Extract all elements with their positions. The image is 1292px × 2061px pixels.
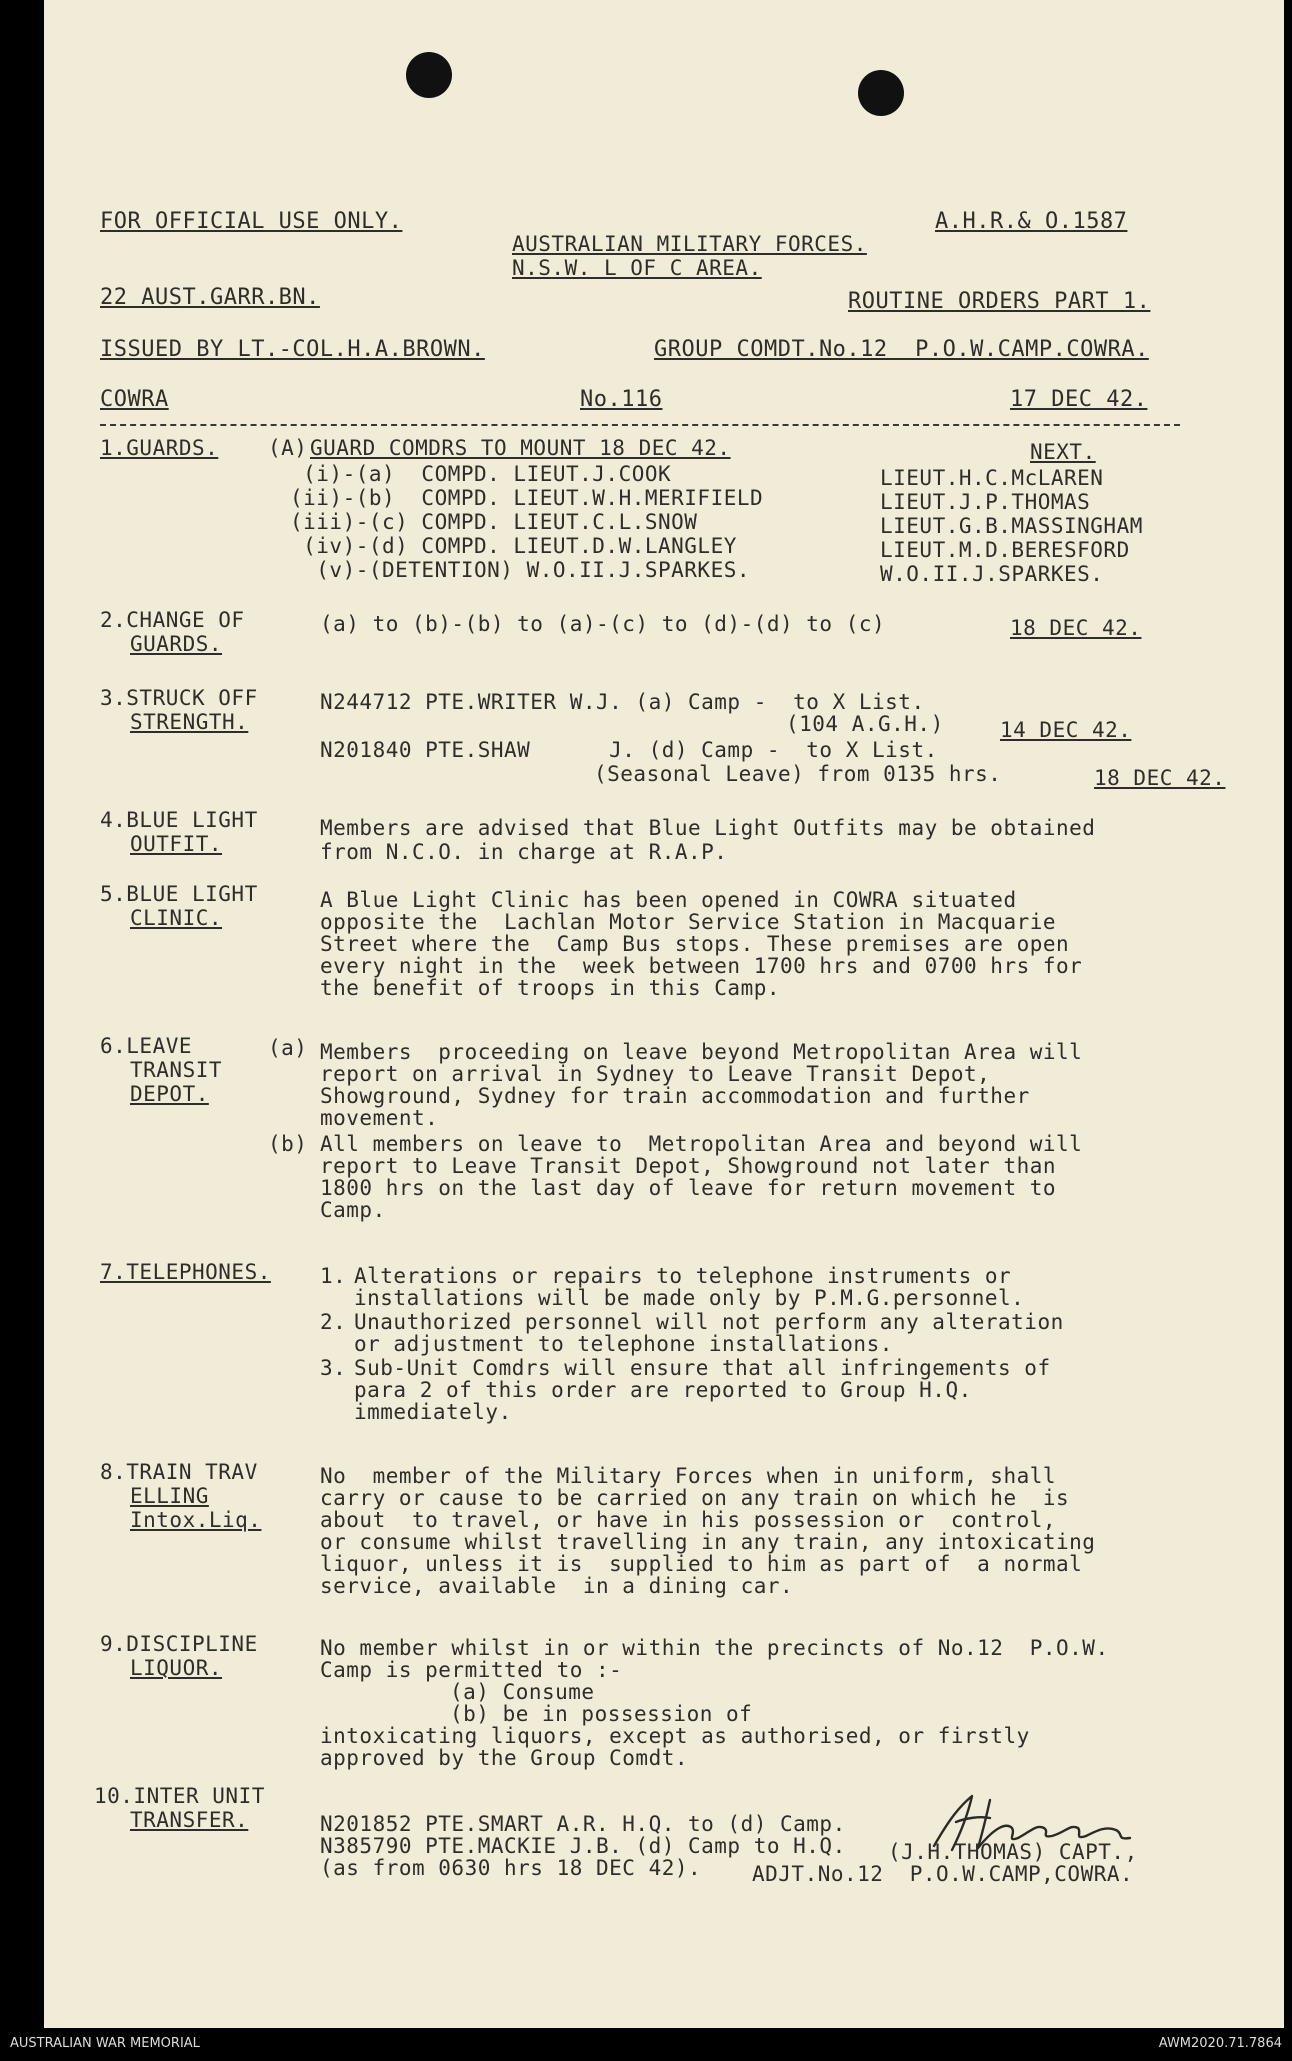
phones-line: or adjustment to telephone installations.: [354, 1332, 893, 1356]
issued-by: ISSUED BY LT.-COL.H.A.BROWN.: [100, 337, 485, 362]
leave-line: report on arrival in Sydney to Leave Transit Depot,: [320, 1062, 991, 1086]
header-rule: [100, 424, 1180, 426]
forces-title: AUSTRALIAN MILITARY FORCES.: [512, 232, 867, 256]
train-line: liquor, unless it is supplied to him as part of a normal: [320, 1552, 1083, 1576]
official-use-heading: FOR OFFICIAL USE ONLY.: [100, 209, 403, 234]
train-line: or consume whilst travelling in any train, any intoxicating: [320, 1530, 1096, 1554]
change-text: (a) to (b)-(b) to (a)-(c) to (d)-(d) to (c): [320, 612, 886, 636]
item-title: 2.CHANGE OF: [100, 608, 245, 632]
item-title: ELLING: [130, 1484, 209, 1508]
item-title: 5.BLUE LIGHT: [100, 882, 258, 906]
handwritten-signature: [920, 1788, 1140, 1858]
struck-date: 18 DEC 42.: [1094, 766, 1226, 790]
item-title: TRANSFER.: [130, 1808, 249, 1832]
guard-row: (i)-(a) COMPD. LIEUT.J.COOK: [290, 462, 672, 486]
subsection-label: (a): [268, 1036, 308, 1060]
para-number: 1.: [320, 1264, 347, 1288]
item-title: GUARDS.: [130, 632, 223, 656]
order-number: No.116: [580, 387, 663, 412]
discipline-line: (a) Consume: [450, 1680, 595, 1704]
subsection-label: (A): [268, 436, 308, 460]
subsection-label: (b): [268, 1132, 308, 1156]
guard-row: (ii)-(b) COMPD. LIEUT.W.H.MERIFIELD: [290, 486, 764, 510]
phones-line: Alterations or repairs to telephone instruments or: [354, 1264, 1012, 1288]
leave-line: Showground, Sydney for train accommodation and further: [320, 1084, 1030, 1108]
battalion: 22 AUST.GARR.BN.: [100, 285, 320, 310]
para-number: 3.: [320, 1356, 347, 1380]
routine-orders: ROUTINE ORDERS PART 1.: [848, 289, 1151, 314]
outfit-line: from N.C.O. in charge at R.A.P.: [320, 840, 728, 864]
struck-date: 14 DEC 42.: [1000, 718, 1132, 742]
item-title: 4.BLUE LIGHT: [100, 808, 258, 832]
item-title: 8.TRAIN TRAV: [100, 1460, 258, 1484]
item-title: TRANSIT: [130, 1058, 223, 1082]
group-commandant: GROUP COMDT.No.12 P.O.W.CAMP.COWRA.: [654, 337, 1149, 362]
transfer-line: (as from 0630 hrs 18 DEC 42).: [320, 1856, 702, 1880]
train-line: carry or cause to be carried on any train on which he is: [320, 1486, 1070, 1510]
clinic-line: the benefit of troops in this Camp.: [320, 976, 781, 1000]
leave-line: All members on leave to Metropolitan Area and beyond will: [320, 1132, 1083, 1156]
phones-line: Sub-Unit Comdrs will ensure that all infringements of: [354, 1356, 1051, 1380]
item-title: 3.STRUCK OFF: [100, 686, 258, 710]
footer-reference: AWM2020.71.7864: [1158, 2036, 1282, 2051]
guard-row: (iii)-(c) COMPD. LIEUT.C.L.SNOW: [290, 510, 698, 534]
discipline-line: intoxicating liquors, except as authorised, or firstly: [320, 1724, 1030, 1748]
item-title: 6.LEAVE: [100, 1034, 193, 1058]
guard-row-next: LIEUT.G.B.MASSINGHAM: [880, 514, 1143, 538]
phones-line: immediately.: [354, 1400, 512, 1424]
guard-row-next: LIEUT.J.P.THOMAS: [880, 490, 1091, 514]
phones-line: installations will be made only by P.M.G.personnel.: [354, 1286, 1025, 1310]
punch-hole: [406, 52, 452, 98]
guard-row: (iv)-(d) COMPD. LIEUT.D.W.LANGLEY: [290, 534, 737, 558]
next-heading: NEXT.: [1030, 440, 1096, 464]
clinic-line: Street where the Camp Bus stops. These premises are open: [320, 932, 1070, 956]
discipline-line: approved by the Group Comdt.: [320, 1746, 689, 1770]
clinic-line: every night in the week between 1700 hrs and 0700 hrs for: [320, 954, 1083, 978]
discipline-line: Camp is permitted to :-: [320, 1658, 623, 1682]
para-number: 2.: [320, 1310, 347, 1334]
train-line: No member of the Military Forces when in uniform, shall: [320, 1464, 1057, 1488]
struck-line: (Seasonal Leave) from 0135 hrs.: [594, 762, 1002, 786]
struck-line: N201840 PTE.SHAW J. (d) Camp - to X List.: [320, 738, 938, 762]
item-title: DEPOT.: [130, 1082, 209, 1106]
transfer-line: N201852 PTE.SMART A.R. H.Q. to (d) Camp.: [320, 1812, 846, 1836]
area-title: N.S.W. L OF C AREA.: [512, 256, 762, 280]
item-title: 7.TELEPHONES.: [100, 1260, 271, 1284]
punch-hole: [858, 70, 904, 116]
guard-heading: GUARD COMDRS TO MOUNT 18 DEC 42.: [310, 436, 731, 460]
outfit-line: Members are advised that Blue Light Outfits may be obtained: [320, 816, 1096, 840]
struck-line: N244712 PTE.WRITER W.J. (a) Camp - to X List.: [320, 690, 925, 714]
order-date: 17 DEC 42.: [1010, 387, 1148, 412]
transfer-line: N385790 PTE.MACKIE J.B. (d) Camp to H.Q.: [320, 1834, 846, 1858]
item-title: CLINIC.: [130, 906, 223, 930]
discipline-line: (b) be in possession of: [450, 1702, 753, 1726]
leave-line: 1800 hrs on the last day of leave for return movement to: [320, 1176, 1057, 1200]
item-title: 1.GUARDS.: [100, 436, 219, 460]
item-title: STRENGTH.: [130, 710, 249, 734]
leave-line: report to Leave Transit Depot, Showground not later than: [320, 1154, 1057, 1178]
reference-number: A.H.R.& O.1587: [935, 209, 1128, 234]
clinic-line: A Blue Light Clinic has been opened in COWRA situated: [320, 888, 1017, 912]
leave-line: Camp.: [320, 1198, 386, 1222]
guard-row-next: LIEUT.H.C.McLAREN: [880, 466, 1104, 490]
train-line: about to travel, or have in his possession or control,: [320, 1508, 1057, 1532]
clinic-line: opposite the Lachlan Motor Service Station in Macquarie: [320, 910, 1057, 934]
item-title: 9.DISCIPLINE: [100, 1632, 258, 1656]
change-date: 18 DEC 42.: [1010, 616, 1142, 640]
place: COWRA: [100, 387, 169, 412]
struck-line: (104 A.G.H.): [786, 712, 944, 736]
train-line: service, available in a dining car.: [320, 1574, 794, 1598]
guard-row: (v)-(DETENTION) W.O.II.J.SPARKES.: [290, 558, 751, 582]
leave-line: movement.: [320, 1106, 439, 1130]
signatory-title: ADJT.No.12 P.O.W.CAMP,COWRA.: [752, 1862, 1134, 1886]
item-title: Intox.Liq.: [130, 1508, 262, 1532]
item-title: 10.INTER UNIT: [94, 1784, 265, 1808]
item-title: OUTFIT.: [130, 832, 223, 856]
leave-line: Members proceeding on leave beyond Metropolitan Area will: [320, 1040, 1083, 1064]
guard-row-next: LIEUT.M.D.BERESFORD: [880, 538, 1130, 562]
footer-archive: AUSTRALIAN WAR MEMORIAL: [10, 2036, 200, 2051]
phones-line: para 2 of this order are reported to Group H.Q.: [354, 1378, 972, 1402]
item-title: LIQUOR.: [130, 1656, 223, 1680]
signatory-name: (J.H.THOMAS) CAPT.,: [888, 1840, 1138, 1864]
phones-line: Unauthorized personnel will not perform any alteration: [354, 1310, 1064, 1334]
guard-row-next: W.O.II.J.SPARKES.: [880, 562, 1104, 586]
discipline-line: No member whilst in or within the precincts of No.12 P.O.W.: [320, 1636, 1109, 1660]
